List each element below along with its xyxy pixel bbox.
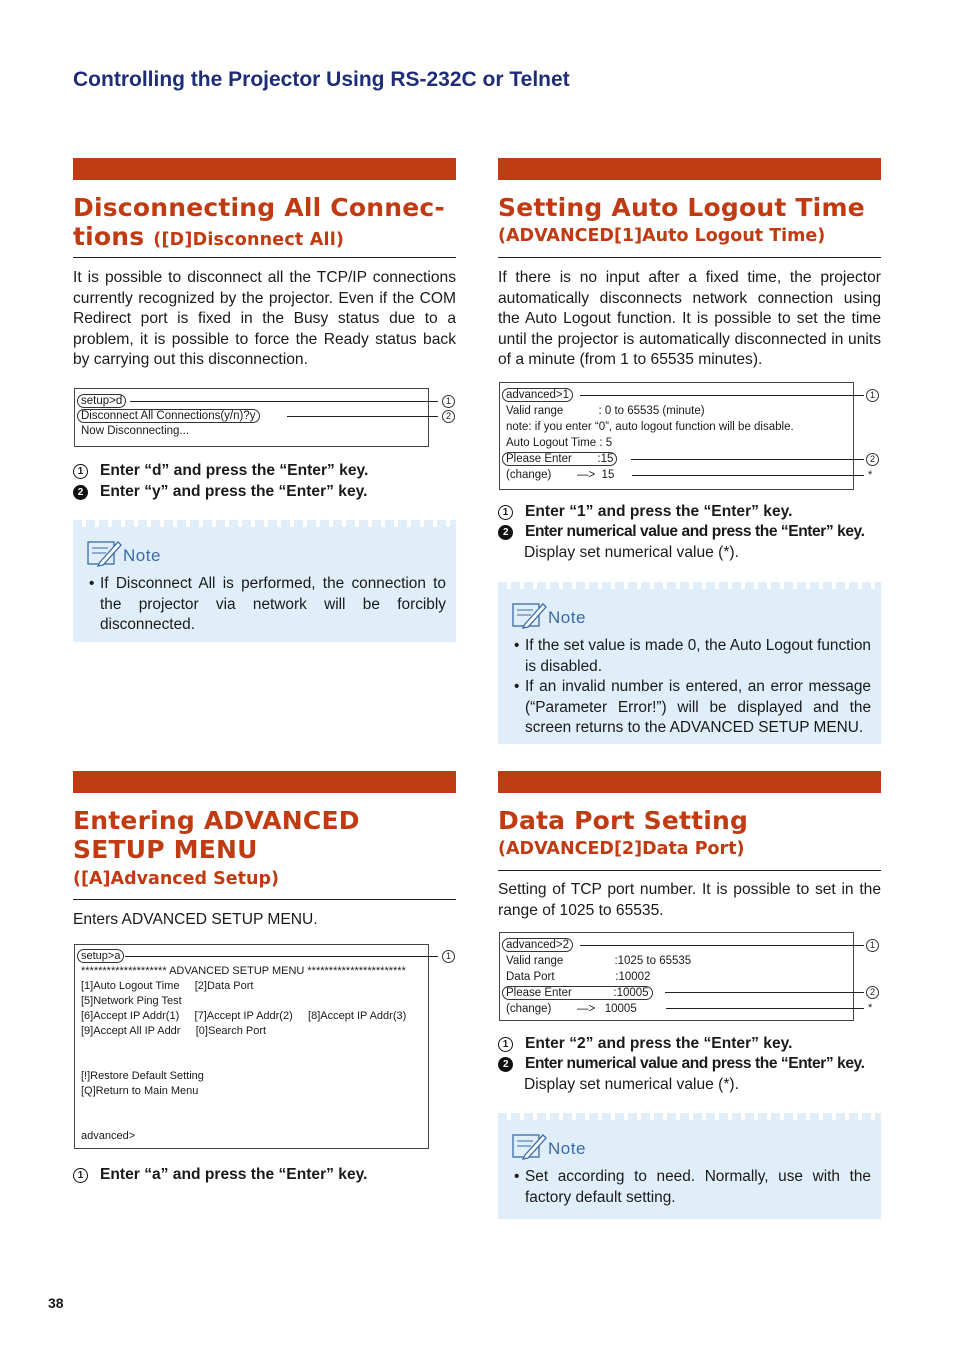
title-line-2: SETUP MENU	[73, 835, 258, 864]
terminal-line: Data Port :10002	[506, 971, 651, 983]
terminal-line: [1]Auto Logout Time [2]Data Port	[81, 980, 254, 992]
terminal-line: [9]Accept All IP Addr [0]Search Port	[81, 1025, 267, 1037]
section-bar	[498, 158, 881, 180]
note-box	[498, 1113, 881, 1219]
note-list	[514, 1167, 871, 1208]
note-item: • If an invalid number is entered, an error message (“Parameter Error!”) will be displayed and the screen returns to the ADVANCED SETUP MENU.	[514, 677, 871, 739]
section-bar	[73, 771, 456, 793]
pencil-note-icon	[86, 538, 122, 568]
terminal-line: [5]Network Ping Test	[81, 995, 182, 1007]
page-header-title: Controlling the Projector Using RS-232C or Telnet	[73, 68, 570, 91]
callout-line	[665, 992, 864, 993]
note-box	[73, 520, 456, 642]
section-subtitle: (ADVANCED[2]Data Port)	[498, 839, 745, 859]
body-paragraph: Enters ADVANCED SETUP MENU.	[73, 911, 318, 928]
callout-number: 1	[866, 939, 879, 952]
section-title-logout: Setting Auto Logout Time	[498, 193, 865, 222]
body-paragraph: It is possible to disconnect all the TCP/IP connections currently recognized by the projector. Even if the COM Redirect port is fixed in the Busy status due to a problem, it is possible to force the Ready status back by carrying out this disconnection.	[73, 269, 456, 368]
title-line-2: tions	[73, 222, 145, 251]
pencil-note-icon	[511, 1131, 547, 1161]
callout-line	[287, 416, 438, 417]
callout-line	[580, 395, 864, 396]
section-title-disconnect	[73, 193, 473, 255]
divider	[498, 257, 881, 258]
section-title-dataport: Data Port Setting	[498, 806, 749, 835]
asterisk-marker: *	[868, 469, 873, 481]
terminal-box	[499, 382, 854, 490]
step-item	[498, 502, 793, 522]
step-number: 1	[498, 505, 513, 520]
step-text: Enter “a” and press the “Enter” key.	[100, 1166, 368, 1183]
step-number: 1	[498, 1037, 513, 1052]
step-item	[498, 1054, 865, 1074]
section-title-advanced	[73, 806, 473, 864]
note-dash-border	[73, 520, 456, 527]
title-line-1: Disconnecting All Connec-	[73, 193, 445, 222]
callout-line	[580, 945, 864, 946]
callout-number: 2	[866, 453, 879, 466]
terminal-line: Disconnect All Connections(y/n)?y	[77, 409, 260, 423]
terminal-line: (change) —> 10005	[506, 1003, 637, 1015]
section-bar	[498, 771, 881, 793]
section-bar	[73, 158, 456, 180]
terminal-line: advanced>2	[502, 938, 573, 952]
terminal-line: Please Enter :10005	[502, 986, 653, 1000]
step-item	[73, 482, 368, 502]
page-number: 38	[48, 1295, 64, 1311]
terminal-line: advanced>	[81, 1130, 136, 1142]
step-text: Enter “1” and press the “Enter” key.	[525, 503, 793, 520]
step-text: Enter numerical value and press the “Enter” key.	[525, 1055, 865, 1072]
terminal-line: setup>a	[77, 949, 124, 963]
step-text: Enter “y” and press the “Enter” key.	[100, 483, 368, 500]
terminal-line: Auto Logout Time : 5	[506, 437, 613, 449]
terminal-line: [!]Restore Default Setting	[81, 1070, 204, 1082]
callout-line	[631, 459, 864, 460]
callout-number: 1	[442, 950, 455, 963]
terminal-line: setup>d	[77, 394, 126, 408]
callout-line	[125, 956, 438, 957]
step-number: 2	[73, 485, 88, 500]
note-list	[89, 574, 446, 636]
callout-line	[666, 1008, 864, 1009]
note-item: • If the set value is made 0, the Auto Logout function is disabled.	[514, 636, 871, 677]
terminal-line: [Q]Return to Main Menu	[81, 1085, 199, 1097]
step-item	[498, 1034, 793, 1054]
section-subtitle: (ADVANCED[1]Auto Logout Time)	[498, 226, 826, 246]
step-text: Enter numerical value and press the “Enter” key.	[525, 523, 865, 540]
step-item	[73, 1165, 368, 1185]
step-item	[73, 461, 368, 481]
body-paragraph: Setting of TCP port number. It is possible to set in the range of 1025 to 65535.	[498, 881, 881, 919]
terminal-line: [6]Accept IP Addr(1) [7]Accept IP Addr(2) [8]Accept IP Addr(3)	[81, 1010, 407, 1022]
terminal-line: note: if you enter “0”, auto logout function will be disable.	[506, 421, 794, 433]
step-number: 1	[73, 1168, 88, 1183]
divider	[498, 870, 881, 871]
callout-number: 2	[442, 410, 455, 423]
step-continuation: Display set numerical value (*).	[524, 544, 739, 561]
callout-number: 1	[442, 395, 455, 408]
terminal-box	[74, 388, 429, 447]
step-item	[498, 522, 865, 542]
terminal-line: Now Disconnecting...	[81, 425, 190, 437]
note-title: Note	[548, 608, 586, 627]
note-dash-border	[498, 1113, 881, 1120]
note-item: • Set according to need. Normally, use with the factory default setting.	[514, 1167, 871, 1208]
terminal-line: Please Enter :15	[502, 452, 617, 466]
section-subtitle: ([D]Disconnect All)	[153, 230, 345, 250]
step-number: 1	[73, 464, 88, 479]
note-dash-border	[498, 582, 881, 589]
title-line-1: Entering ADVANCED	[73, 806, 360, 835]
terminal-line: (change) —> 15	[506, 469, 615, 481]
step-number: 2	[498, 525, 513, 540]
section-subtitle: ([A]Advanced Setup)	[73, 869, 279, 889]
terminal-line: advanced>1	[502, 388, 573, 402]
divider	[73, 899, 456, 900]
callout-number: 1	[866, 389, 879, 402]
asterisk-marker: *	[868, 1002, 873, 1014]
terminal-line: Valid range :1025 to 65535	[506, 955, 692, 967]
step-number: 2	[498, 1057, 513, 1072]
divider	[73, 257, 456, 258]
note-title: Note	[548, 1139, 586, 1158]
note-box	[498, 582, 881, 744]
terminal-line: ******************** ADVANCED SETUP MENU ***********************	[81, 965, 406, 977]
terminal-box	[74, 944, 429, 1149]
note-title: Note	[123, 546, 161, 565]
callout-number: 2	[866, 986, 879, 999]
step-text: Enter “2” and press the “Enter” key.	[525, 1035, 793, 1052]
pencil-note-icon	[511, 600, 547, 630]
note-item: • If Disconnect All is performed, the connection to the projector via network will be forcibly disconnected.	[89, 574, 446, 636]
note-list	[514, 636, 871, 739]
step-continuation: Display set numerical value (*).	[524, 1076, 739, 1093]
step-text: Enter “d” and press the “Enter” key.	[100, 462, 369, 479]
callout-line	[130, 401, 438, 402]
terminal-line: Valid range : 0 to 65535 (minute)	[506, 405, 705, 417]
callout-line	[632, 475, 864, 476]
body-paragraph: If there is no input after a fixed time, the projector automatically disconnects network connection using the Auto Logout function. It is possible to set the time until the projector is automatically disconnected in units of a minute (from 1 to 65535 minutes).	[498, 269, 881, 368]
